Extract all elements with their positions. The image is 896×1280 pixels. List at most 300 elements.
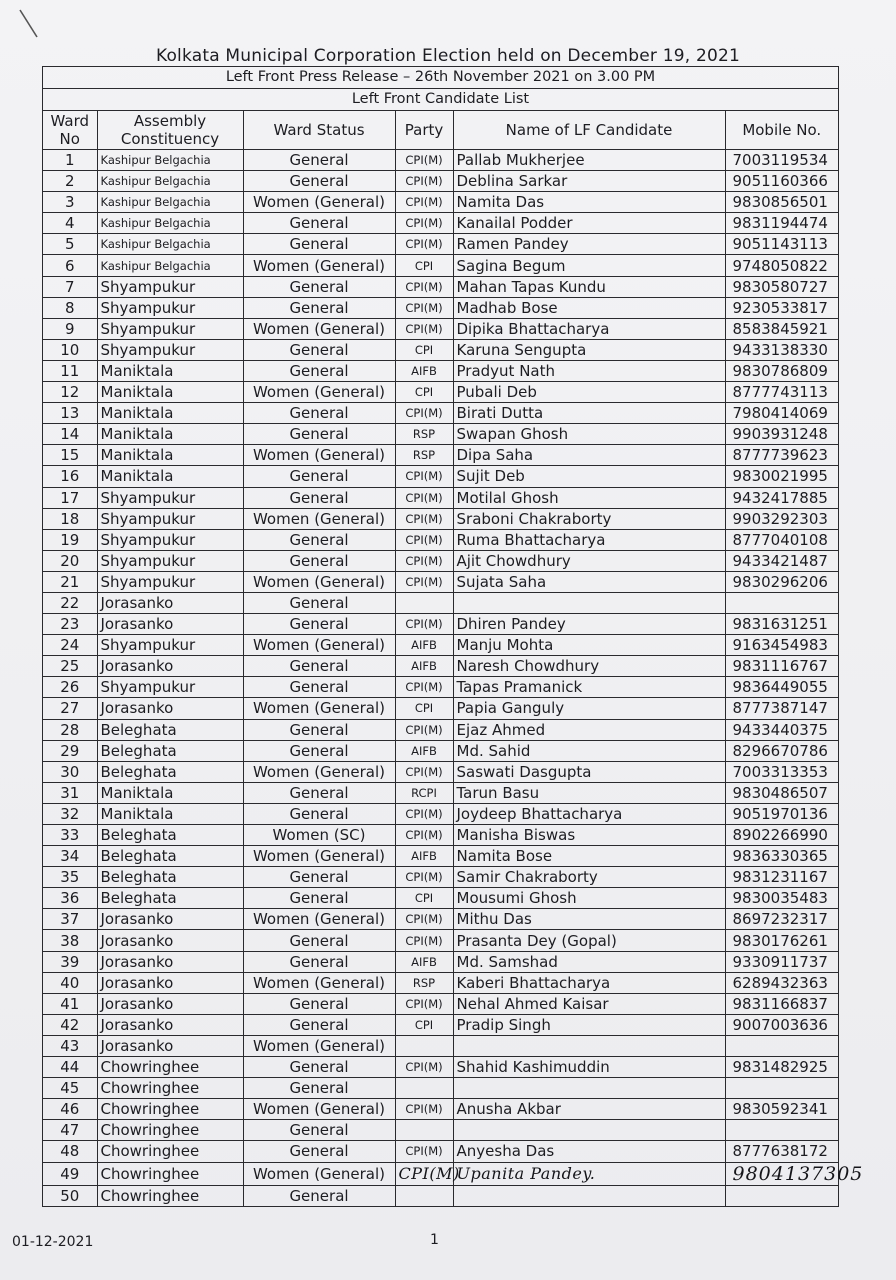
mobile-cell: 9163454983 [725,635,838,656]
table-row [43,867,838,888]
mobile-cell [725,1035,838,1056]
party-cell: CPI(M) [395,550,453,571]
mobile-cell: 9830592341 [725,1099,838,1120]
party-cell [395,1035,453,1056]
ward-status-cell: General [243,614,395,635]
mobile-cell: 9830035483 [725,888,838,909]
ward-number-cell: 39 [43,951,97,972]
table-row [43,529,838,550]
ward-status-cell: General [243,592,395,613]
ward-status-cell: General [243,150,395,171]
party-cell: CPI(M) [395,1099,453,1120]
ward-number-cell: 22 [43,592,97,613]
ward-status-cell: General [243,1120,395,1141]
assembly-cell: Beleghata [97,846,243,867]
table-row [43,951,838,972]
ward-number-cell: 9 [43,318,97,339]
party-cell: CPI(M) [395,508,453,529]
candidate-name-cell: Birati Dutta [453,403,725,424]
mobile-cell: 9830296206 [725,571,838,592]
ward-status-cell: General [243,656,395,677]
ward-number-cell: 10 [43,339,97,360]
candidate-name-cell: Sagina Begum [453,255,725,276]
ward-status-cell: Women (General) [243,972,395,993]
table-row [43,571,838,592]
assembly-cell: Beleghata [97,825,243,846]
party-cell: CPI(M) [395,171,453,192]
mobile-cell: 9433421487 [725,550,838,571]
ward-status-cell: General [243,719,395,740]
candidate-name-cell: Prasanta Dey (Gopal) [453,930,725,951]
party-cell: CPI(M) [395,529,453,550]
assembly-cell: Chowringhee [97,1162,243,1185]
ward-status-cell: General [243,339,395,360]
party-cell: CPI(M) [395,213,453,234]
candidate-name-cell: Pallab Mukherjee [453,150,725,171]
table-row [43,382,838,403]
table-row [43,592,838,613]
ward-number-cell: 36 [43,888,97,909]
party-cell: CPI(M) [395,719,453,740]
mobile-cell: 7003313353 [725,761,838,782]
assembly-cell: Beleghata [97,719,243,740]
party-cell: CPI(M) [395,1141,453,1162]
ward-number-cell: 19 [43,529,97,550]
assembly-cell: Maniktala [97,382,243,403]
ward-number-cell: 14 [43,424,97,445]
list-title-banner: Left Front Candidate List [43,89,838,111]
candidate-name-cell: Anusha Akbar [453,1099,725,1120]
assembly-cell: Maniktala [97,782,243,803]
ward-number-cell: 15 [43,445,97,466]
ward-number-cell: 26 [43,677,97,698]
table-row [43,508,838,529]
ward-number-cell: 29 [43,740,97,761]
party-cell: CPI [395,339,453,360]
table-row [43,1014,838,1035]
ward-status-cell: General [243,951,395,972]
party-cell: CPI(M) [395,571,453,592]
mobile-cell [725,592,838,613]
mobile-cell: 8296670786 [725,740,838,761]
party-cell: CPI(M) [395,825,453,846]
ward-status-cell: General [243,276,395,297]
party-cell: CPI [395,255,453,276]
ward-status-cell: General [243,1141,395,1162]
ward-number-cell: 34 [43,846,97,867]
press-release-banner: Left Front Press Release – 26th November 2021 on 3.00 PM [43,67,838,89]
mobile-cell: 9748050822 [725,255,838,276]
table-row [43,930,838,951]
assembly-cell: Jorasanko [97,951,243,972]
ward-number-cell: 30 [43,761,97,782]
ward-number-cell: 7 [43,276,97,297]
ward-status-cell: Women (General) [243,192,395,213]
party-cell: RSP [395,972,453,993]
table-row [43,1120,838,1141]
ward-number-cell: 6 [43,255,97,276]
ward-status-cell: Women (General) [243,1162,395,1185]
candidate-name-cell: Md. Sahid [453,740,725,761]
mobile-cell: 9831231167 [725,867,838,888]
party-cell: AIFB [395,360,453,381]
candidate-name-cell: Namita Bose [453,846,725,867]
assembly-cell: Shyampukur [97,297,243,318]
party-cell: CPI [395,698,453,719]
table-row [43,1078,838,1099]
header-assembly: Assembly Constituency [97,111,243,150]
assembly-cell: Jorasanko [97,993,243,1014]
table-row [43,192,838,213]
candidate-name-cell: Mousumi Ghosh [453,888,725,909]
ward-number-cell: 40 [43,972,97,993]
ward-number-cell: 50 [43,1185,97,1206]
mobile-cell: 9903292303 [725,508,838,529]
ward-number-cell: 41 [43,993,97,1014]
assembly-cell: Chowringhee [97,1099,243,1120]
party-cell: AIFB [395,635,453,656]
ward-number-cell: 44 [43,1057,97,1078]
party-cell: CPI(M) [395,1162,453,1185]
table-row [43,677,838,698]
table-row [43,993,838,1014]
mobile-cell: 9432417885 [725,487,838,508]
mobile-cell: 9051970136 [725,803,838,824]
party-cell [395,1078,453,1099]
ward-status-cell: General [243,487,395,508]
table-row [43,339,838,360]
table-row [43,318,838,339]
ward-status-cell: Women (General) [243,1035,395,1056]
table-row [43,150,838,171]
ward-status-cell: General [243,1185,395,1206]
party-cell: CPI(M) [395,466,453,487]
party-cell: CPI(M) [395,930,453,951]
assembly-cell: Beleghata [97,740,243,761]
table-row [43,487,838,508]
assembly-cell: Maniktala [97,445,243,466]
assembly-cell: Shyampukur [97,339,243,360]
ward-status-cell: Women (General) [243,909,395,930]
ward-number-cell: 23 [43,614,97,635]
party-cell: CPI(M) [395,403,453,424]
assembly-cell: Jorasanko [97,614,243,635]
party-cell: AIFB [395,740,453,761]
assembly-cell: Kashipur Belgachia [97,213,243,234]
mobile-cell: 9007003636 [725,1014,838,1035]
ward-status-cell: General [243,803,395,824]
ward-number-cell: 38 [43,930,97,951]
table-row [43,761,838,782]
ward-status-cell: Women (General) [243,445,395,466]
ward-number-cell: 48 [43,1141,97,1162]
table-row [43,803,838,824]
candidate-name-cell: Dhiren Pandey [453,614,725,635]
candidate-name-cell: Mithu Das [453,909,725,930]
mobile-cell: 9903931248 [725,424,838,445]
candidate-name-cell: Sujata Saha [453,571,725,592]
party-cell [395,1185,453,1206]
assembly-cell: Shyampukur [97,487,243,508]
assembly-cell: Kashipur Belgachia [97,192,243,213]
ward-number-cell: 12 [43,382,97,403]
candidate-name-cell: Dipa Saha [453,445,725,466]
ward-status-cell: General [243,466,395,487]
candidate-name-cell: Tarun Basu [453,782,725,803]
candidate-name-cell: Anyesha Das [453,1141,725,1162]
ward-number-cell: 46 [43,1099,97,1120]
party-cell: AIFB [395,846,453,867]
ward-number-cell: 24 [43,635,97,656]
ward-status-cell: Women (General) [243,846,395,867]
assembly-cell: Jorasanko [97,592,243,613]
mobile-cell: 7980414069 [725,403,838,424]
ward-number-cell: 43 [43,1035,97,1056]
document-title: Kolkata Municipal Corporation Election held on December 19, 2021 [155,46,741,66]
table-row [43,403,838,424]
mobile-cell: 8777739623 [725,445,838,466]
table-row [43,234,838,255]
mobile-cell: 9836330365 [725,846,838,867]
ward-number-cell: 42 [43,1014,97,1035]
header-candidate-name: Name of LF Candidate [453,111,725,150]
assembly-cell: Maniktala [97,803,243,824]
table-row [43,909,838,930]
mobile-cell: 9836449055 [725,677,838,698]
candidate-name-cell: Tapas Pramanick [453,677,725,698]
mobile-cell: 8777040108 [725,529,838,550]
mobile-cell: 9831166837 [725,993,838,1014]
party-cell: AIFB [395,951,453,972]
candidate-name-cell: Ruma Bhattacharya [453,529,725,550]
ward-status-cell: Women (General) [243,698,395,719]
party-cell: CPI(M) [395,909,453,930]
assembly-cell: Shyampukur [97,318,243,339]
ward-number-cell: 45 [43,1078,97,1099]
ward-status-cell: Women (General) [243,571,395,592]
candidate-name-cell: Md. Samshad [453,951,725,972]
candidate-name-cell: Kaberi Bhattacharya [453,972,725,993]
mobile-cell: 9230533817 [725,297,838,318]
table-row [43,255,838,276]
assembly-cell: Shyampukur [97,508,243,529]
ward-status-cell: General [243,867,395,888]
candidate-name-cell [453,1035,725,1056]
candidate-name-cell: Manisha Biswas [453,825,725,846]
table-row [43,782,838,803]
party-cell: CPI(M) [395,487,453,508]
ward-number-cell: 18 [43,508,97,529]
assembly-cell: Beleghata [97,888,243,909]
candidate-table [43,111,864,1206]
assembly-cell: Shyampukur [97,677,243,698]
party-cell: CPI(M) [395,297,453,318]
candidate-name-cell: Shahid Kashimuddin [453,1057,725,1078]
candidate-name-cell: Naresh Chowdhury [453,656,725,677]
party-cell: RSP [395,424,453,445]
candidate-name-cell: Manju Mohta [453,635,725,656]
ward-number-cell: 2 [43,171,97,192]
ward-number-cell: 4 [43,213,97,234]
candidate-name-cell: Upanita Pandey. [453,1162,725,1185]
ward-number-cell: 21 [43,571,97,592]
candidate-name-cell: Ajit Chowdhury [453,550,725,571]
assembly-cell: Jorasanko [97,656,243,677]
ward-status-cell: Women (General) [243,761,395,782]
candidate-name-cell: Namita Das [453,192,725,213]
party-cell: CPI(M) [395,192,453,213]
assembly-cell: Jorasanko [97,930,243,951]
candidate-name-cell: Pubali Deb [453,382,725,403]
ward-status-cell: General [243,213,395,234]
table-row [43,424,838,445]
ward-number-cell: 1 [43,150,97,171]
ward-status-cell: Women (General) [243,318,395,339]
ward-number-cell: 11 [43,360,97,381]
candidate-name-cell: Ejaz Ahmed [453,719,725,740]
mobile-cell: 9804137305 [725,1162,838,1185]
assembly-cell: Jorasanko [97,698,243,719]
assembly-cell: Kashipur Belgachia [97,150,243,171]
party-cell: CPI(M) [395,677,453,698]
ward-status-cell: General [243,403,395,424]
mobile-cell: 8902266990 [725,825,838,846]
mobile-cell [725,1120,838,1141]
mobile-cell: 9330911737 [725,951,838,972]
assembly-cell: Beleghata [97,867,243,888]
ward-status-cell: General [243,1078,395,1099]
candidate-name-cell: Pradip Singh [453,1014,725,1035]
party-cell: CPI(M) [395,614,453,635]
ward-status-cell: General [243,782,395,803]
mobile-cell: 8583845921 [725,318,838,339]
table-row [43,888,838,909]
table-row [43,1099,838,1120]
candidate-name-cell: Pradyut Nath [453,360,725,381]
candidate-name-cell: Kanailal Podder [453,213,725,234]
ward-status-cell: General [243,424,395,445]
pen-stroke-mark [18,8,40,40]
ward-status-cell: General [243,529,395,550]
ward-status-cell: General [243,171,395,192]
table-row [43,656,838,677]
party-cell: RCPI [395,782,453,803]
party-cell [395,592,453,613]
candidate-name-cell: Deblina Sarkar [453,171,725,192]
ward-number-cell: 13 [43,403,97,424]
assembly-cell: Shyampukur [97,276,243,297]
ward-number-cell: 8 [43,297,97,318]
header-mobile: Mobile No. [725,111,838,150]
ward-status-cell: General [243,234,395,255]
ward-status-cell: General [243,360,395,381]
assembly-cell: Jorasanko [97,909,243,930]
assembly-cell: Shyampukur [97,571,243,592]
party-cell: CPI(M) [395,803,453,824]
ward-status-cell: General [243,1057,395,1078]
header-ward-status: Ward Status [243,111,395,150]
table-row [43,360,838,381]
table-header-row [43,111,838,150]
ward-number-cell: 16 [43,466,97,487]
table-row [43,846,838,867]
assembly-cell: Beleghata [97,761,243,782]
footer-date: 01-12-2021 [12,1234,94,1250]
ward-number-cell: 20 [43,550,97,571]
party-cell: CPI(M) [395,150,453,171]
assembly-cell: Jorasanko [97,972,243,993]
party-cell: CPI(M) [395,761,453,782]
assembly-cell: Chowringhee [97,1185,243,1206]
mobile-cell: 9830786809 [725,360,838,381]
mobile-cell: 8777743113 [725,382,838,403]
assembly-cell: Maniktala [97,360,243,381]
ward-number-cell: 25 [43,656,97,677]
ward-number-cell: 49 [43,1162,97,1185]
mobile-cell: 9830580727 [725,276,838,297]
table-row [43,171,838,192]
mobile-cell: 9830856501 [725,192,838,213]
candidate-name-cell [453,592,725,613]
assembly-cell: Chowringhee [97,1078,243,1099]
assembly-cell: Shyampukur [97,635,243,656]
party-cell: CPI(M) [395,867,453,888]
mobile-cell: 9830486507 [725,782,838,803]
assembly-cell: Jorasanko [97,1014,243,1035]
assembly-cell: Chowringhee [97,1141,243,1162]
table-row [43,445,838,466]
ward-status-cell: General [243,1014,395,1035]
mobile-cell: 9830021995 [725,466,838,487]
ward-status-cell: Women (General) [243,382,395,403]
assembly-cell: Shyampukur [97,550,243,571]
assembly-cell: Maniktala [97,424,243,445]
assembly-cell: Kashipur Belgachia [97,234,243,255]
table-row [43,825,838,846]
assembly-cell: Chowringhee [97,1057,243,1078]
ward-number-cell: 27 [43,698,97,719]
mobile-cell: 9831631251 [725,614,838,635]
mobile-cell: 9051160366 [725,171,838,192]
mobile-cell: 8777638172 [725,1141,838,1162]
mobile-cell: 9433440375 [725,719,838,740]
ward-status-cell: Women (General) [243,508,395,529]
table-row [43,1185,838,1206]
assembly-cell: Chowringhee [97,1120,243,1141]
party-cell: RSP [395,445,453,466]
header-ward-no: Ward No [43,111,97,150]
mobile-cell: 8777387147 [725,698,838,719]
table-row [43,1057,838,1078]
candidate-name-cell [453,1120,725,1141]
mobile-cell: 8697232317 [725,909,838,930]
ward-number-cell: 28 [43,719,97,740]
candidate-name-cell: Saswati Dasgupta [453,761,725,782]
candidate-name-cell: Sujit Deb [453,466,725,487]
ward-status-cell: General [243,550,395,571]
assembly-cell: Jorasanko [97,1035,243,1056]
ward-number-cell: 37 [43,909,97,930]
party-cell: CPI [395,888,453,909]
ward-status-cell: General [243,740,395,761]
mobile-cell: 9433138330 [725,339,838,360]
mobile-cell: 7003119534 [725,150,838,171]
candidate-name-cell: Karuna Sengupta [453,339,725,360]
table-row [43,1162,838,1185]
table-row [43,740,838,761]
mobile-cell: 6289432363 [725,972,838,993]
ward-number-cell: 47 [43,1120,97,1141]
